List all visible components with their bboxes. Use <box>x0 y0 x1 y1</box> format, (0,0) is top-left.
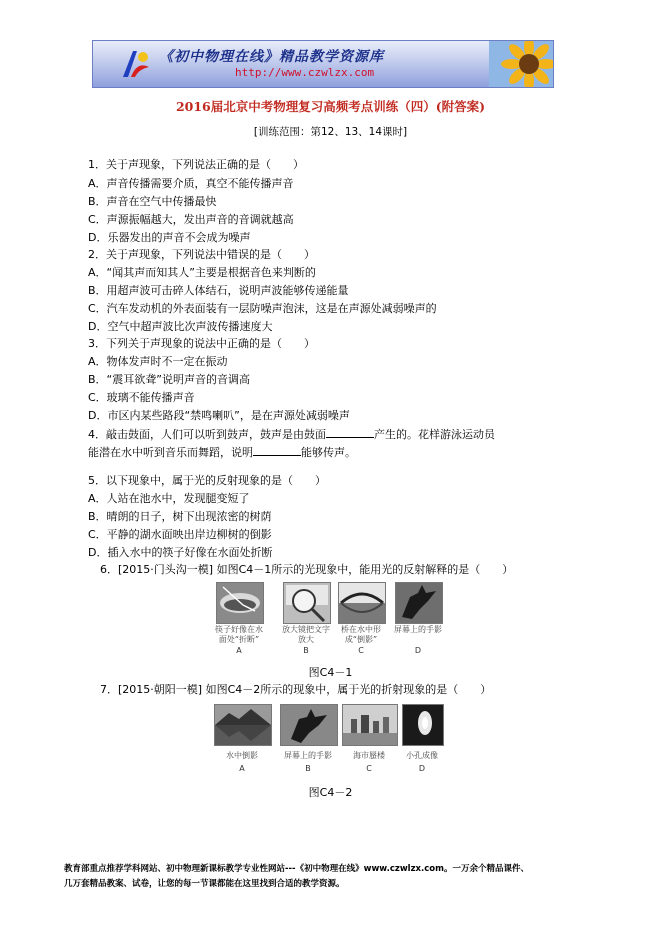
question-1-option-a: A．声音传播需要介质，真空不能传播声音 <box>88 177 294 190</box>
figure-caption: 屏幕上的手影 <box>284 751 332 760</box>
figure-caption: 放大镜把文字放大 <box>282 625 330 644</box>
question-2-option-a: A．“闻其声而知其人”主要是根据音色来判断的 <box>88 266 316 279</box>
question-4-part-3: 能潜在水中听到音乐而舞蹈，说明 <box>88 446 253 459</box>
question-1-option-b: B．声音在空气中传播最快 <box>88 195 217 208</box>
sunflower-icon <box>489 40 553 88</box>
figure-caption: 水中倒影 <box>226 751 258 760</box>
question-2-option-c: C．汽车发动机的外表面装有一层防噪声泡沫，这是在声源处减弱噪声的 <box>88 302 437 315</box>
figure-caption: 海市蜃楼 <box>353 751 385 760</box>
banner-title: 《初中物理在线》精品教学资源库 <box>159 49 384 65</box>
answer-blank[interactable] <box>253 444 301 456</box>
figure-c4-2-label: 图C4－2 <box>308 786 353 799</box>
footer-line-1: 教育部重点推荐学科网站、初中物理新课标教学专业性网站---《初中物理在线》www.czwlzx.com。一万余个精品课件、 <box>64 864 529 874</box>
figure-caption: 桥在水中形成“倒影” <box>341 625 381 644</box>
option-letter: D <box>414 646 422 655</box>
water-reflection-image <box>214 704 272 746</box>
answer-blank[interactable] <box>326 426 374 438</box>
question-3-option-d: D．市区内某些路段“禁鸣喇叭”，是在声源处减弱噪声 <box>88 409 350 422</box>
document-title: 2016届北京中考物理复习高频考点训练（四）(附答案) <box>175 99 486 114</box>
question-5-option-c: C．平静的湖水面映出岸边柳树的倒影 <box>88 528 272 541</box>
question-2-option-d: D．空气中超声波比次声波传播速度大 <box>88 320 273 333</box>
figure-caption: 屏幕上的手影 <box>394 625 442 634</box>
question-5-option-b: B．晴朗的日子，树下出现浓密的树荫 <box>88 510 272 523</box>
question-3-option-c: C．玻璃不能传播声音 <box>88 391 195 404</box>
option-letter: B <box>303 646 309 655</box>
question-3: 3．下列关于声现象的说法中正确的是（ ） <box>88 337 315 350</box>
figure-caption: 筷子好像在水面处“折断” <box>215 625 263 644</box>
question-5-option-a: A．人站在池水中，发现腿变短了 <box>88 492 250 505</box>
option-letter: D <box>418 764 426 773</box>
question-1-option-d: D．乐器发出的声音不会成为噪声 <box>88 231 251 244</box>
site-logo-icon <box>119 47 153 81</box>
training-range: [训练范围：第12、13、14课时] <box>253 126 408 138</box>
question-5-option-d: D．插入水中的筷子好像在水面处折断 <box>88 546 273 559</box>
question-4-line-2 <box>88 444 356 460</box>
figure-caption: 小孔成像 <box>406 751 438 760</box>
question-2-option-b: B．用超声波可击碎人体结石，说明声波能够传递能量 <box>88 284 349 297</box>
magnifier-image <box>283 582 331 624</box>
banner-url[interactable]: http://www.czwlzx.com <box>235 66 375 79</box>
mirage-image <box>342 704 398 746</box>
question-4-part-4: 能够传声。 <box>301 446 356 459</box>
option-letter: A <box>239 764 245 773</box>
footer-line-2: 几万套精品教案、试卷，让您的每一节课都能在这里找到合适的教学资源。 <box>64 879 345 889</box>
question-1-option-c: C．声源振幅越大，发出声音的音调就越高 <box>88 213 294 226</box>
question-4-part-2: 产生的。花样游泳运动员 <box>374 428 495 441</box>
bridge-reflection-image <box>338 582 386 624</box>
question-4-line-1 <box>88 426 495 442</box>
question-3-option-a: A．物体发声时不一定在振动 <box>88 355 228 368</box>
question-1: 1．关于声现象，下列说法正确的是（ ） <box>88 158 304 171</box>
page-footer <box>64 862 529 892</box>
figure-c4-1-label: 图C4－1 <box>308 666 353 679</box>
pinhole-image <box>402 704 444 746</box>
question-5: 5．以下现象中，属于光的反射现象的是（ ） <box>88 474 326 487</box>
header-banner <box>92 40 554 88</box>
option-letter: C <box>358 646 364 655</box>
chopsticks-in-bowl-image <box>216 582 264 624</box>
question-4-part-1: 4．敲击鼓面，人们可以听到鼓声，鼓声是由鼓面 <box>88 428 326 441</box>
option-letter: B <box>305 764 311 773</box>
question-2: 2．关于声现象，下列说法中错误的是（ ） <box>88 248 315 261</box>
option-letter: A <box>236 646 242 655</box>
question-7: 7．[2015·朝阳一模] 如图C4－2所示的现象中，属于光的折射现象的是（ ） <box>100 683 492 696</box>
question-3-option-b: B．“震耳欲聋”说明声音的音调高 <box>88 373 250 386</box>
hand-shadow-image <box>280 704 338 746</box>
hand-shadow-image <box>395 582 443 624</box>
question-6: 6．[2015·门头沟一模] 如图C4－1所示的光现象中，能用光的反射解释的是（ ） <box>100 563 514 576</box>
option-letter: C <box>366 764 372 773</box>
